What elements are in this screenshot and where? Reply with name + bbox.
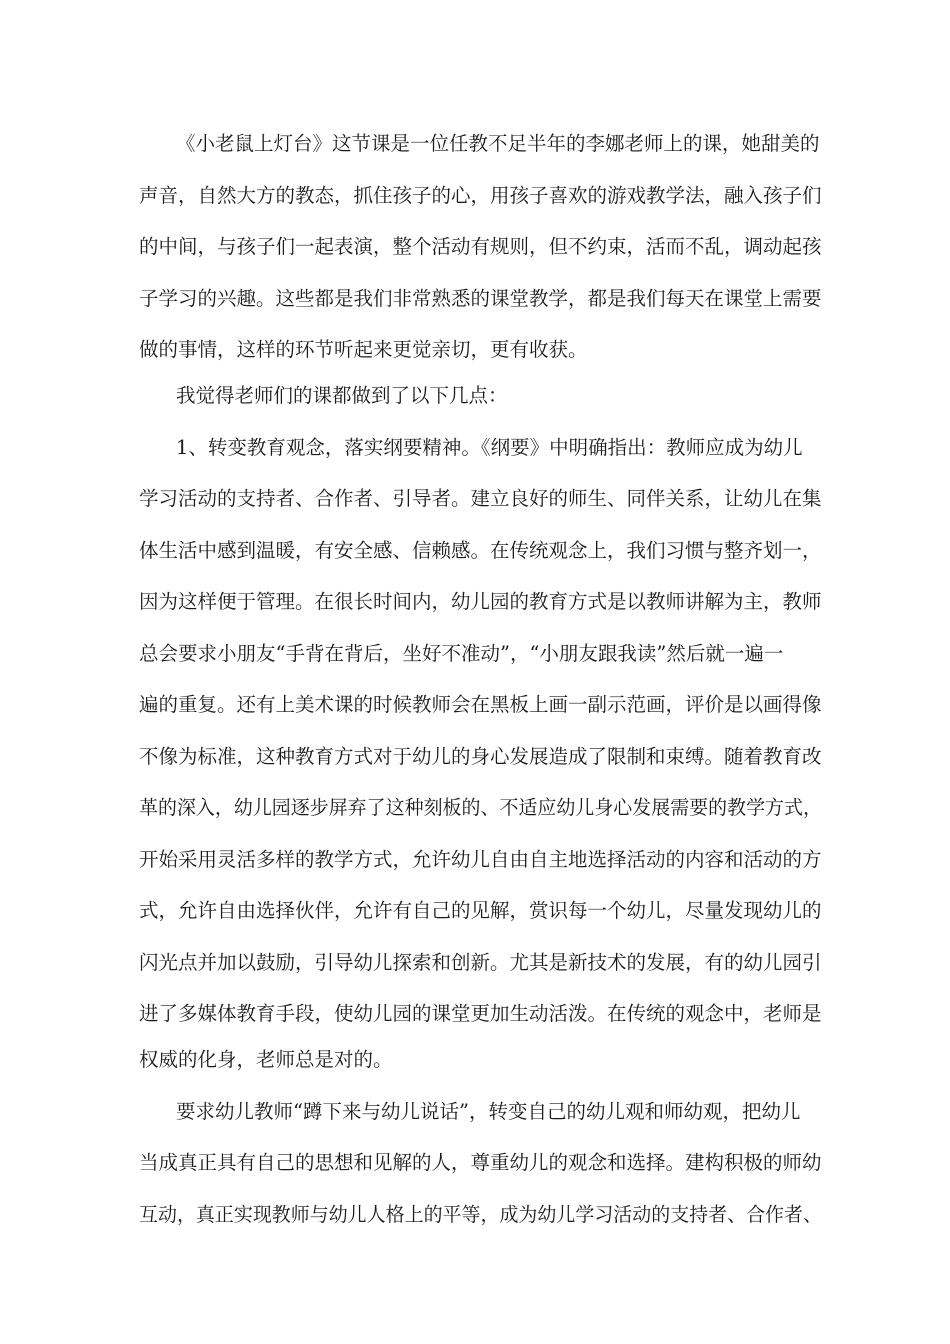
- text-line: 不像为标准，这种教育方式对于幼儿的身心发展造成了限制和束缚。随着教育改: [139, 745, 822, 768]
- text-line: 式，允许自由选择伙伴，允许有自己的见解，赏识每一个幼儿，尽量发现幼儿的: [139, 899, 822, 922]
- text-line: 革的深入，幼儿园逐步屏弃了这种刻板的、不适应幼儿身心发展需要的教学方式，: [139, 796, 822, 819]
- text-line: 进了多媒体教育手段，使幼儿园的课堂更加生动活泼。在传统的观念中，老师是: [139, 1002, 822, 1025]
- text-line: 因为这样便于管理。在很长时间内，幼儿园的教育方式是以教师讲解为主，教师: [139, 590, 822, 613]
- text-line: 当成真正具有自己的思想和见解的人，尊重幼儿的观念和选择。建构积极的师幼: [139, 1151, 822, 1174]
- text-line: 权威的化身，老师总是对的。: [139, 1048, 393, 1071]
- text-line: 做的事情，这样的环节听起来更觉亲切，更有收获。: [139, 338, 588, 361]
- text-line: 1、转变教育观念，落实纲要精神。《纲要》中明确指出：教师应成为幼儿: [176, 436, 803, 459]
- text-line: 闪光点并加以鼓励，引导幼儿探索和创新。尤其是新技术的发展，有的幼儿园引: [139, 951, 822, 974]
- text-line: 《小老鼠上灯台》这节课是一位任教不足半年的李娜老师上的课，她甜美的: [176, 132, 820, 155]
- text-line: 的中间，与孩子们一起表演，整个活动有规则，但不约束，活而不乱，调动起孩: [139, 235, 822, 258]
- text-line: 遍的重复。还有上美术课的时候教师会在黑板上画一副示范画，评价是以画得像: [139, 693, 822, 716]
- text-line: 要求幼儿教师“蹲下来与幼儿说话”，转变自己的幼儿观和师幼观，把幼儿: [176, 1100, 801, 1123]
- text-line: 子学习的兴趣。这些都是我们非常熟悉的课堂教学，都是我们每天在课堂上需要: [139, 287, 822, 310]
- text-line: 声音，自然大方的教态，抓住孩子的心，用孩子喜欢的游戏教学法，融入孩子们: [139, 184, 822, 207]
- text-line: 总会要求小朋友“手背在背后，坐好不准动”，“小朋友跟我读”然后就一遍一: [139, 642, 784, 665]
- text-line: 体生活中感到温暖，有安全感、信赖感。在传统观念上，我们习惯与整齐划一，: [139, 539, 822, 562]
- text-line: 互动，真正实现教师与幼儿人格上的平等，成为幼儿学习活动的支持者、合作者、: [139, 1203, 822, 1226]
- text-line: 开始采用灵活多样的教学方式，允许幼儿自由自主地选择活动的内容和活动的方: [139, 848, 822, 871]
- text-line: 我觉得老师们的课都做到了以下几点：: [176, 384, 508, 407]
- text-line: 学习活动的支持者、合作者、引导者。建立良好的师生、同伴关系，让幼儿在集: [139, 487, 822, 510]
